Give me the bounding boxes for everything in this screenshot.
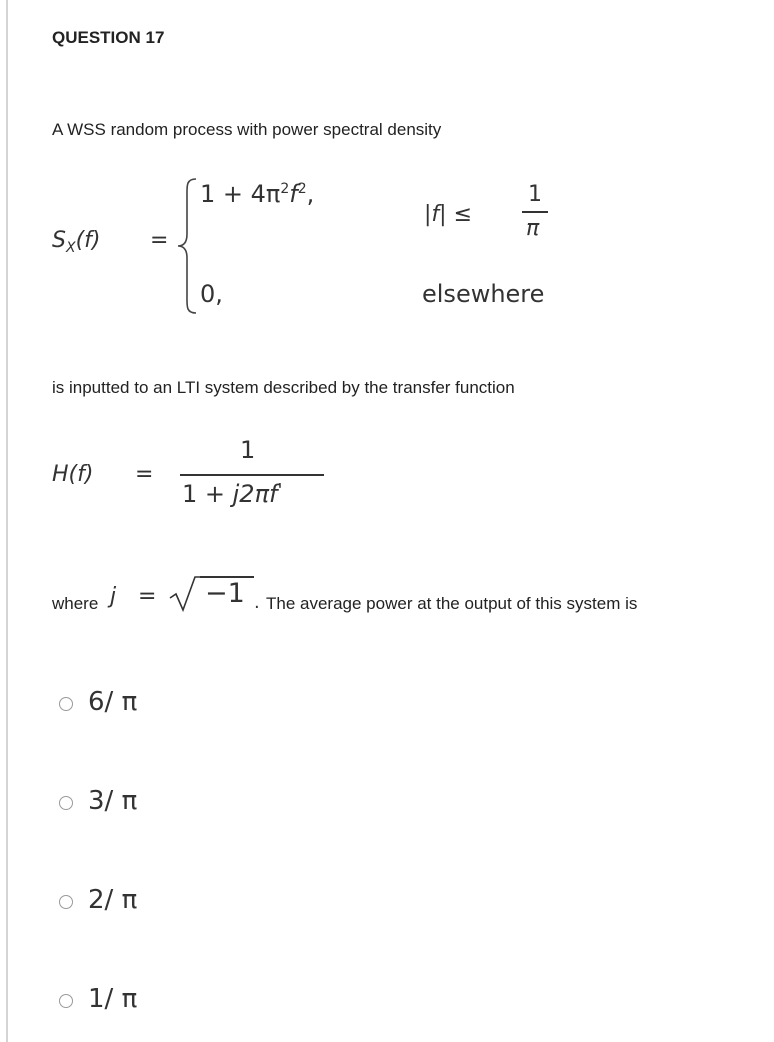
question-intro: A WSS random process with power spectral density bbox=[52, 120, 442, 139]
psd-case2-cond: elsewhere bbox=[422, 280, 545, 308]
option-1-radio[interactable] bbox=[59, 697, 73, 711]
psd-frac-num: 1 bbox=[528, 182, 542, 207]
where-equals: = bbox=[138, 584, 157, 609]
transfer-denominator: 1 + j2πf' bbox=[182, 480, 283, 508]
option-2-label[interactable]: 3/ π bbox=[88, 786, 138, 816]
option-4-radio[interactable] bbox=[59, 994, 73, 1008]
option-2-radio[interactable] bbox=[59, 796, 73, 810]
psd-lhs: $S_X(f)$ bbox=[52, 228, 101, 256]
option-1-label[interactable]: 6/ π bbox=[88, 687, 138, 717]
transfer-equals: = bbox=[135, 462, 154, 487]
psd-case2-expr: 0, bbox=[200, 280, 223, 308]
option-4-label[interactable]: 1/ π bbox=[88, 984, 138, 1014]
where-suffix: The average power at the output of this system is bbox=[266, 594, 638, 613]
where-period: . bbox=[254, 592, 260, 613]
psd-fraction-bar bbox=[522, 211, 548, 213]
option-3-radio[interactable] bbox=[59, 895, 73, 909]
left-brace-icon bbox=[176, 176, 198, 316]
transfer-fraction-bar bbox=[180, 474, 324, 476]
psd-case1-expr: $1 + 4\pi^2f^2$, bbox=[200, 180, 315, 208]
system-text: is inputted to an LTI system described by the transfer function bbox=[52, 378, 515, 397]
where-prefix: where bbox=[52, 594, 99, 613]
psd-case1-cond: |f| ≤ bbox=[424, 202, 472, 227]
question-title: QUESTION 17 bbox=[52, 28, 165, 47]
sqrt-radicand: −1 bbox=[205, 578, 245, 609]
psd-equals: = bbox=[150, 228, 169, 253]
option-3-label[interactable]: 2/ π bbox=[88, 885, 138, 915]
transfer-lhs: H(f) bbox=[52, 462, 94, 487]
sqrt-icon bbox=[168, 574, 202, 614]
left-border bbox=[6, 0, 8, 1042]
psd-frac-den: π bbox=[526, 216, 540, 241]
transfer-numerator: 1 bbox=[240, 436, 256, 464]
where-j: j bbox=[110, 584, 117, 609]
